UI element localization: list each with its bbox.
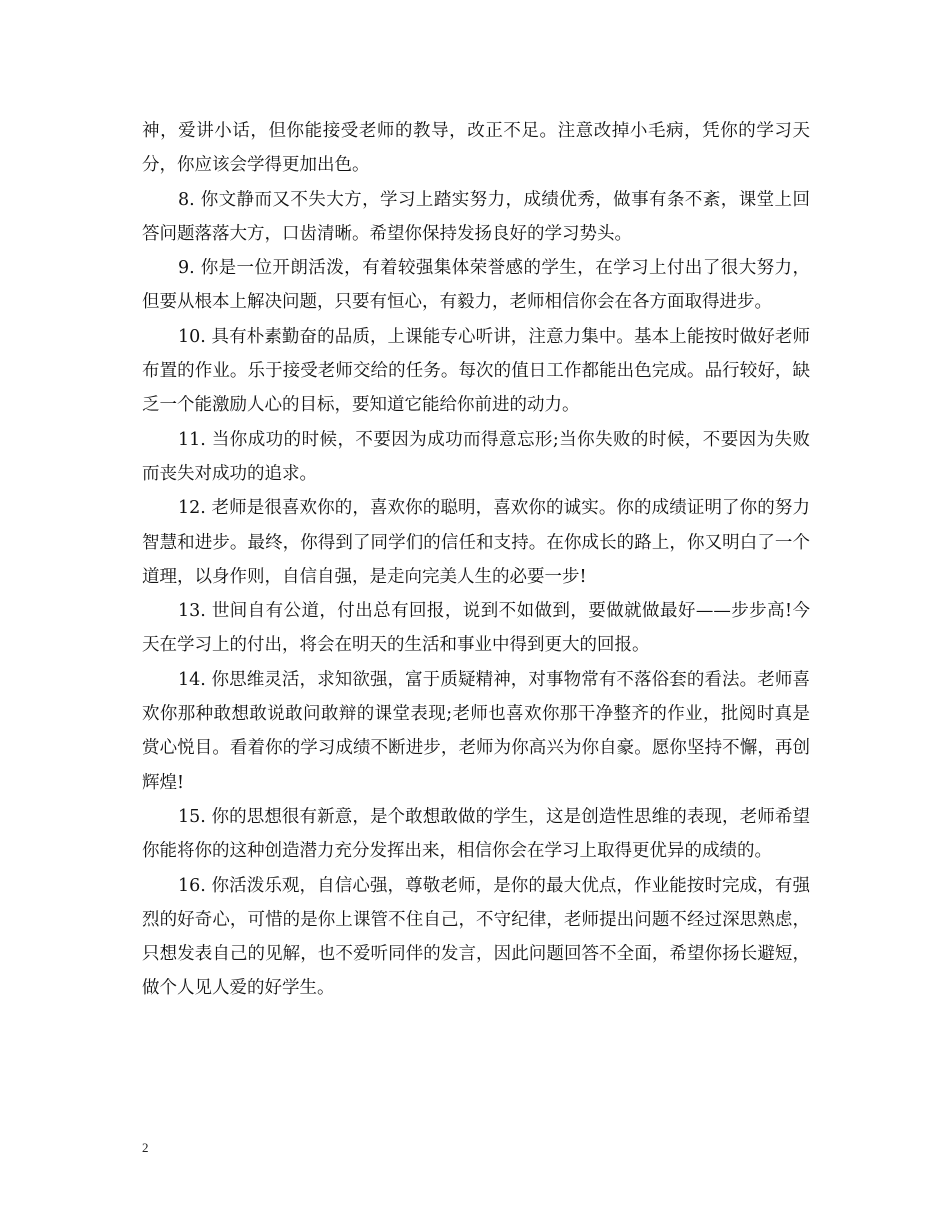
paragraph-item-9: 9. 你是一位开朗活泼，有着较强集体荣誉感的学生，在学习上付出了很大努力，但要从根本上解决问题，只要有恒心，有毅力，老师相信你会在各方面取得进步。 <box>142 258 810 313</box>
document-body <box>142 114 810 1006</box>
paragraph-item-14: 14. 你思维灵活，求知欲强，富于质疑精神，对事物常有不落俗套的看法。老师喜欢你那种敢想敢说敢问敢辩的课堂表现;老师也喜欢你那干净整齐的作业，批阅时真是赏心悦目。看着你的学习成绩不断进步，老师为你高兴为你自豪。愿你坚持不懈，再创辉煌! <box>142 669 810 793</box>
paragraph-item-16: 16. 你活泼乐观，自信心强，尊敬老师，是你的最大优点，作业能按时完成，有强烈的好奇心，可惜的是你上课管不住自己，不守纪律，老师提出问题不经过深思熟虑，只想发表自己的见解，也不爱听同伴的发言，因此问题回答不全面，希望你扬长避短，做个人见人爱的好学生。 <box>142 875 810 999</box>
paragraph-item-15: 15. 你的思想很有新意，是个敢想敢做的学生，这是创造性思维的表现，老师希望你能将你的这种创造潜力充分发挥出来，相信你会在学习上取得更优异的成绩的。 <box>142 806 810 862</box>
paragraph-item-8: 8. 你文静而又不失大方，学习上踏实努力，成绩优秀，做事有条不紊，课堂上回答问题落落大方，口齿清晰。希望你保持发扬良好的学习势头。 <box>142 189 810 244</box>
page-number: 2 <box>142 1140 149 1155</box>
paragraph-continuation: 神，爱讲小话，但你能接受老师的教导，改正不足。注意改掉小毛病，凭你的学习天分，你应该会学得更加出色。 <box>142 121 810 176</box>
paragraph-item-11: 11. 当你成功的时候，不要因为成功而得意忘形;当你失败的时候，不要因为失败而丧失对成功的追求。 <box>142 429 810 484</box>
paragraph-item-12: 12. 老师是很喜欢你的，喜欢你的聪明，喜欢你的诚实。你的成绩证明了你的努力智慧和进步。最终，你得到了同学们的信任和支持。在你成长的路上，你又明白了一个道理，以身作则，自信自强，是走向完美人生的必要一步! <box>142 498 810 587</box>
paragraph-item-10: 10. 具有朴素勤奋的品质，上课能专心听讲，注意力集中。基本上能按时做好老师布置的作业。乐于接受老师交给的任务。每次的值日工作都能出色完成。品行较好，缺乏一个能激励人心的目标，要知道它能给你前进的动力。 <box>142 326 810 416</box>
paragraph-item-13: 13. 世间自有公道，付出总有回报，说到不如做到，要做就做最好——步步高!今天在学习上的付出，将会在明天的生活和事业中得到更大的回报。 <box>142 601 810 656</box>
